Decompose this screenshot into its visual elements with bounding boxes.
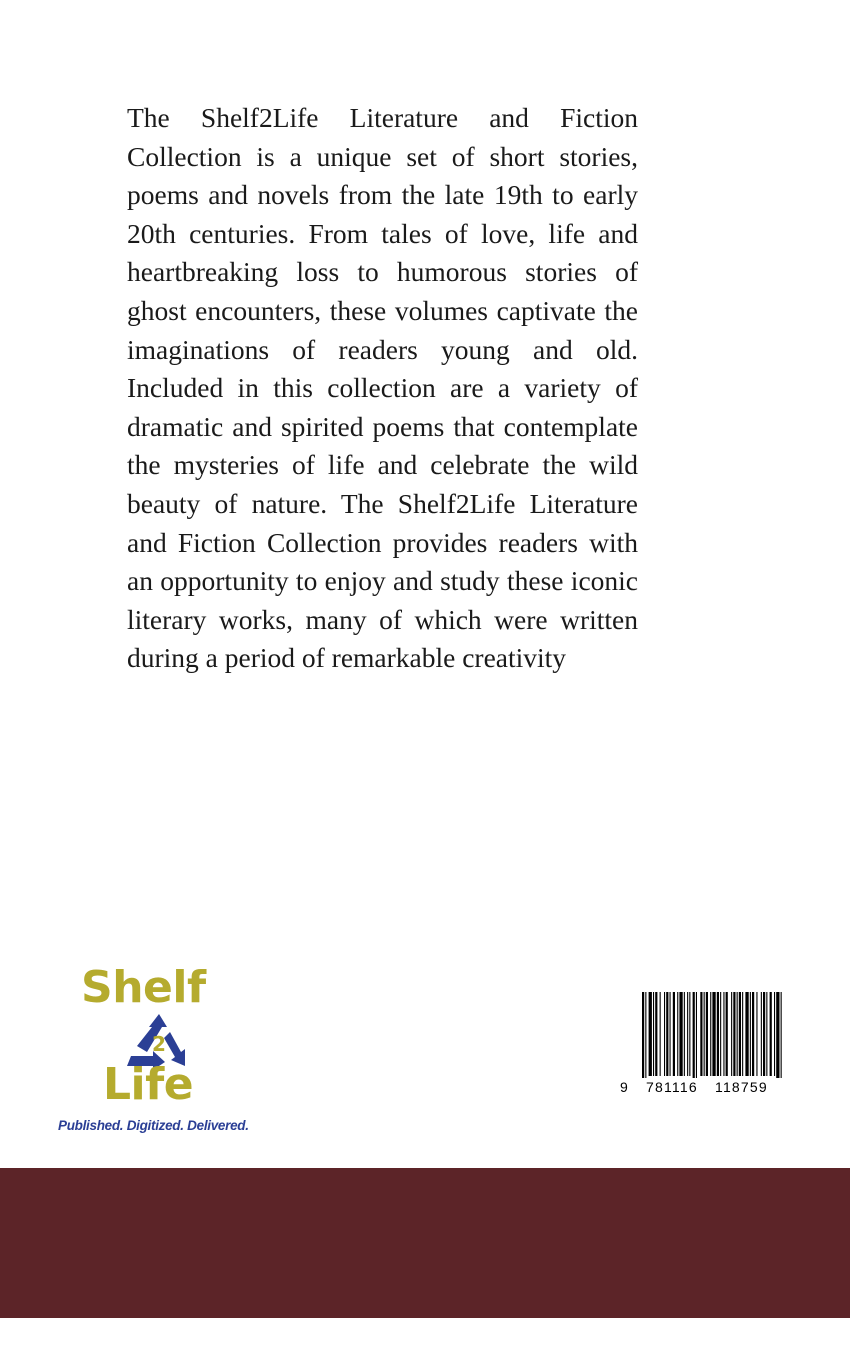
barcode-bar — [750, 992, 751, 1076]
barcode-bar — [684, 992, 685, 1076]
barcode-bar — [774, 992, 775, 1076]
barcode-bar — [717, 992, 719, 1076]
isbn-left-group: 781116 — [646, 1079, 698, 1095]
barcode-bar — [763, 992, 765, 1076]
shelf2life-logo — [55, 960, 255, 1140]
barcode-bar — [720, 992, 721, 1076]
barcode-bar — [677, 992, 678, 1076]
barcode-bar — [666, 992, 668, 1076]
barcode-bar — [770, 992, 772, 1076]
barcode-bar — [693, 992, 695, 1078]
barcode-bar — [745, 992, 748, 1076]
barcode-bar — [664, 992, 665, 1076]
barcode-bar — [687, 992, 688, 1076]
barcode-bar — [723, 992, 724, 1076]
barcode-bar — [761, 992, 762, 1076]
barcode-bar — [737, 992, 738, 1076]
footer-color-band — [0, 1168, 850, 1318]
barcode-bar — [679, 992, 682, 1076]
barcode-bar — [645, 992, 646, 1078]
barcode-bar — [700, 992, 702, 1076]
barcode-bar — [653, 992, 654, 1076]
barcode-bar — [689, 992, 690, 1076]
isbn-lead-digit: 9 — [620, 1079, 628, 1095]
barcode-bar — [781, 992, 782, 1078]
logo-word-shelf: Shelf — [81, 962, 206, 1013]
barcode-bar — [642, 992, 644, 1078]
barcode-bar — [706, 992, 708, 1076]
barcode-bar — [696, 992, 697, 1078]
barcode-bar — [731, 992, 732, 1076]
back-cover-blurb: The Shelf2Life Literature and Fiction Collection is a unique set of short stories, poems and novels from the late 19th to early 20th centuries. From tales of love, life and heartbreaking loss to humorous stories of ghost encounters, these volumes captivate the imaginations of readers young and old. Included in this collection are a variety of dramatic and spirited poems that contemplate the mysteries of life and celebrate the wild beauty of nature. The Shelf2Life Literature and Fiction Collection provides readers with an opportunity to enjoy and study these iconic literary works, many of which were written during a period of remarkable creativity — [127, 102, 638, 674]
barcode-bar — [712, 992, 715, 1076]
barcode-bar — [655, 992, 657, 1076]
logo-tagline: Published. Digitized. Delivered. — [58, 1118, 249, 1133]
barcode-bar — [673, 992, 675, 1076]
barcode-bars — [642, 992, 784, 1078]
isbn-right-group: 118759 — [715, 1079, 768, 1095]
logo-number: 2 — [152, 1032, 166, 1056]
barcode-bar — [660, 992, 661, 1076]
barcode-bar — [766, 992, 767, 1076]
isbn-barcode — [614, 992, 784, 1102]
barcode-bar — [733, 992, 735, 1076]
logo-word-life: Life — [103, 1059, 194, 1110]
barcode-bar — [726, 992, 728, 1076]
barcode-bar — [704, 992, 705, 1076]
barcode-bar — [756, 992, 757, 1076]
barcode-bar — [752, 992, 754, 1076]
barcode-bar — [649, 992, 652, 1076]
barcode-bar — [670, 992, 671, 1076]
barcode-bar — [710, 992, 711, 1076]
barcode-bar — [776, 992, 779, 1078]
barcode-bar — [739, 992, 741, 1076]
barcode-bar — [742, 992, 743, 1076]
